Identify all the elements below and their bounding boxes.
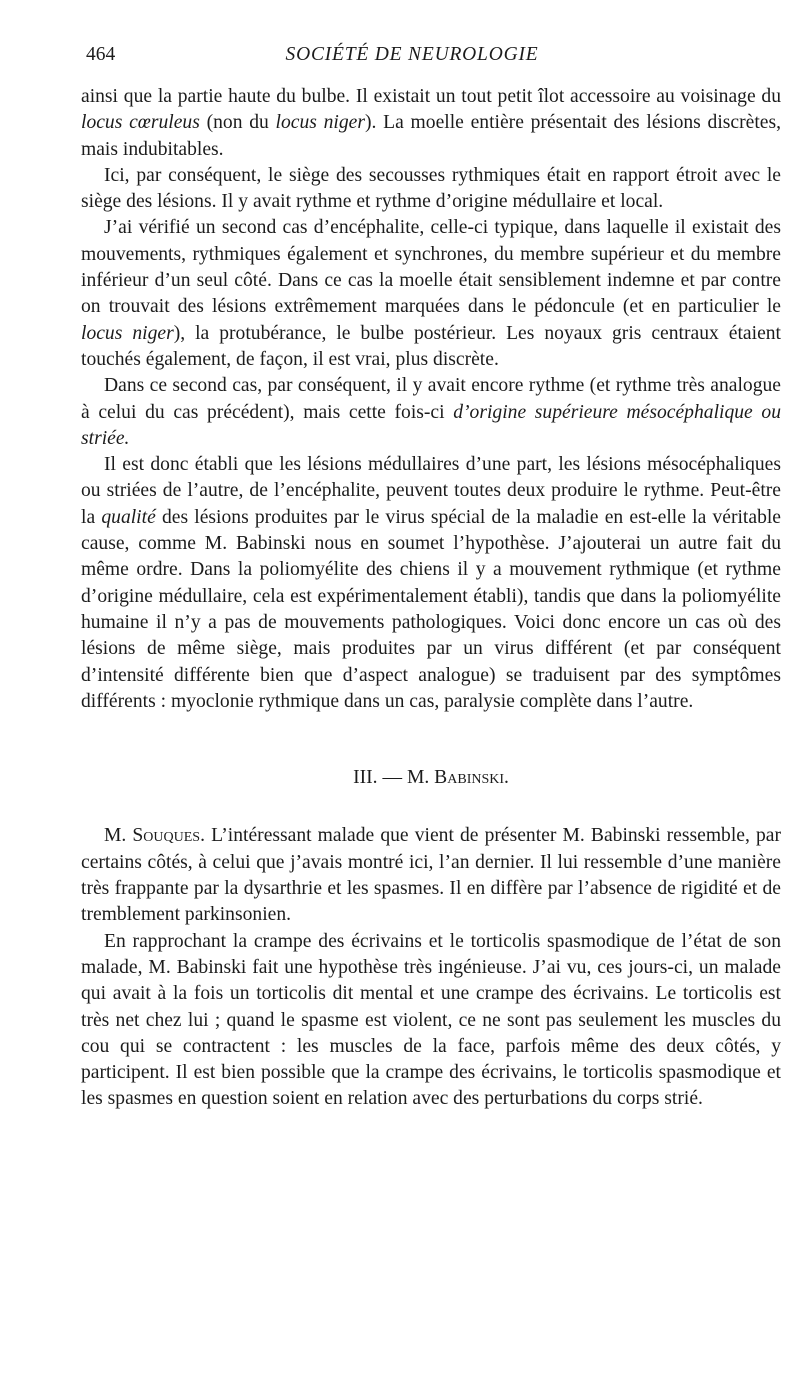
running-title: SOCIÉTÉ DE NEUROLOGIE: [285, 44, 539, 65]
italic-text: d’origine supérieure mésocéphalique ou striée.: [81, 401, 781, 449]
italic-text: qualité: [101, 506, 156, 528]
paragraph: Dans ce second cas, par conséquent, il y avait encore rythme (et rythme très analogue à celui du cas précédent), mais cette fois-ci d’origine supérieure mésocéphalique ou striée.: [81, 375, 781, 449]
body-text: [81, 84, 781, 1113]
paragraphs-before: [81, 84, 781, 715]
paragraph: M. Souques. L’intéressant malade que vient de présenter M. Babinski ressemble, par certains côtés, à celui que j’avais montré ici, l’an dernier. Il lui ressemble d’une manière très frappante par la dysarthrie et les spasmes. Il en diffère par l’absence de rigidité et de tremblement parkinsonien.: [81, 825, 782, 926]
section-heading: [81, 765, 781, 791]
italic-text: locus niger: [81, 322, 174, 344]
paragraphs-after: [81, 823, 781, 1112]
paragraph: Il est donc établi que les lésions médullaires d’une part, les lésions mésocéphaliques ou striées de l’autre, de l’encéphalite, peuvent toutes deux produire le rythme. Peut-être la qualité des lésions produites par le virus spécial de la maladie en est-elle la véritable cause, comme M. Babinski nous en soumet l’hypothèse. J’ajouterai un autre fait du même ordre. Dans la poliomyélite des chiens il y a mouvement rythmique (et rythme d’origine médullaire, cela est expérimentalement établi), tandis que dans la poliomyélite humaine il n’y a pas de mouvements pathologiques. Voici donc encore un cas où des lésions de même siège, mais produites par un virus différent (et par conséquent d’intensité différente bien que d’aspect analogue) se traduisent par des symptômes différents : myoclonie rythmique dans un cas, paralysie complète dans l’autre.: [81, 454, 782, 712]
paragraph: Ici, par conséquent, le siège des secousses rythmiques était en rapport étroit avec le siège des lésions. Il y avait rythme et rythme d’origine médullaire et local.: [81, 164, 781, 213]
section-heading-prefix: III. — M.: [353, 767, 435, 789]
section-heading-name: Babinski.: [434, 767, 509, 789]
italic-text: locus niger: [275, 112, 365, 134]
speaker-name: M. Souques.: [104, 825, 205, 847]
page-number: 464: [86, 44, 116, 65]
paragraph: J’ai vérifié un second cas d’encéphalite, celle-ci typique, dans laquelle il existait des mouvements, rythmiques également et synchrones, du membre supérieur et du membre inférieur d’un seul côté. Dans ce cas la moelle était sensiblement indemne et par contre on trouvait des lésions extrêmement marquées dans le pédoncule (et en particulier le locus niger), la protubérance, le bulbe postérieur. Les noyaux gris centraux étaient touchés également, de façon, il est vrai, plus discrète.: [81, 217, 782, 370]
paragraph: ainsi que la partie haute du bulbe. Il existait un tout petit îlot accessoire au voisinage du locus cœruleus (non du locus niger). La moelle entière présentait des lésions discrètes, mais indubitables.: [81, 86, 781, 160]
running-header: [86, 44, 738, 72]
italic-text: locus cœruleus: [81, 112, 200, 134]
paragraph: En rapprochant la crampe des écrivains et le torticolis spasmodique de l’état de son malade, M. Babinski fait une hypothèse très ingénieuse. J’ai vu, ces jours-ci, un malade qui avait à la fois un torticolis dit mental et une crampe des écrivains. Le torticolis est très net chez lui ; quand le spasme est violent, ce ne sont pas seulement les muscles du cou qui se contractent : les muscles de la face, parfois même des deux côtés, y participent. Il est bien possible que la crampe des écrivains, le torticolis spasmodique et les spasmes en question soient en relation avec des perturbations du corps strié.: [81, 930, 781, 1110]
